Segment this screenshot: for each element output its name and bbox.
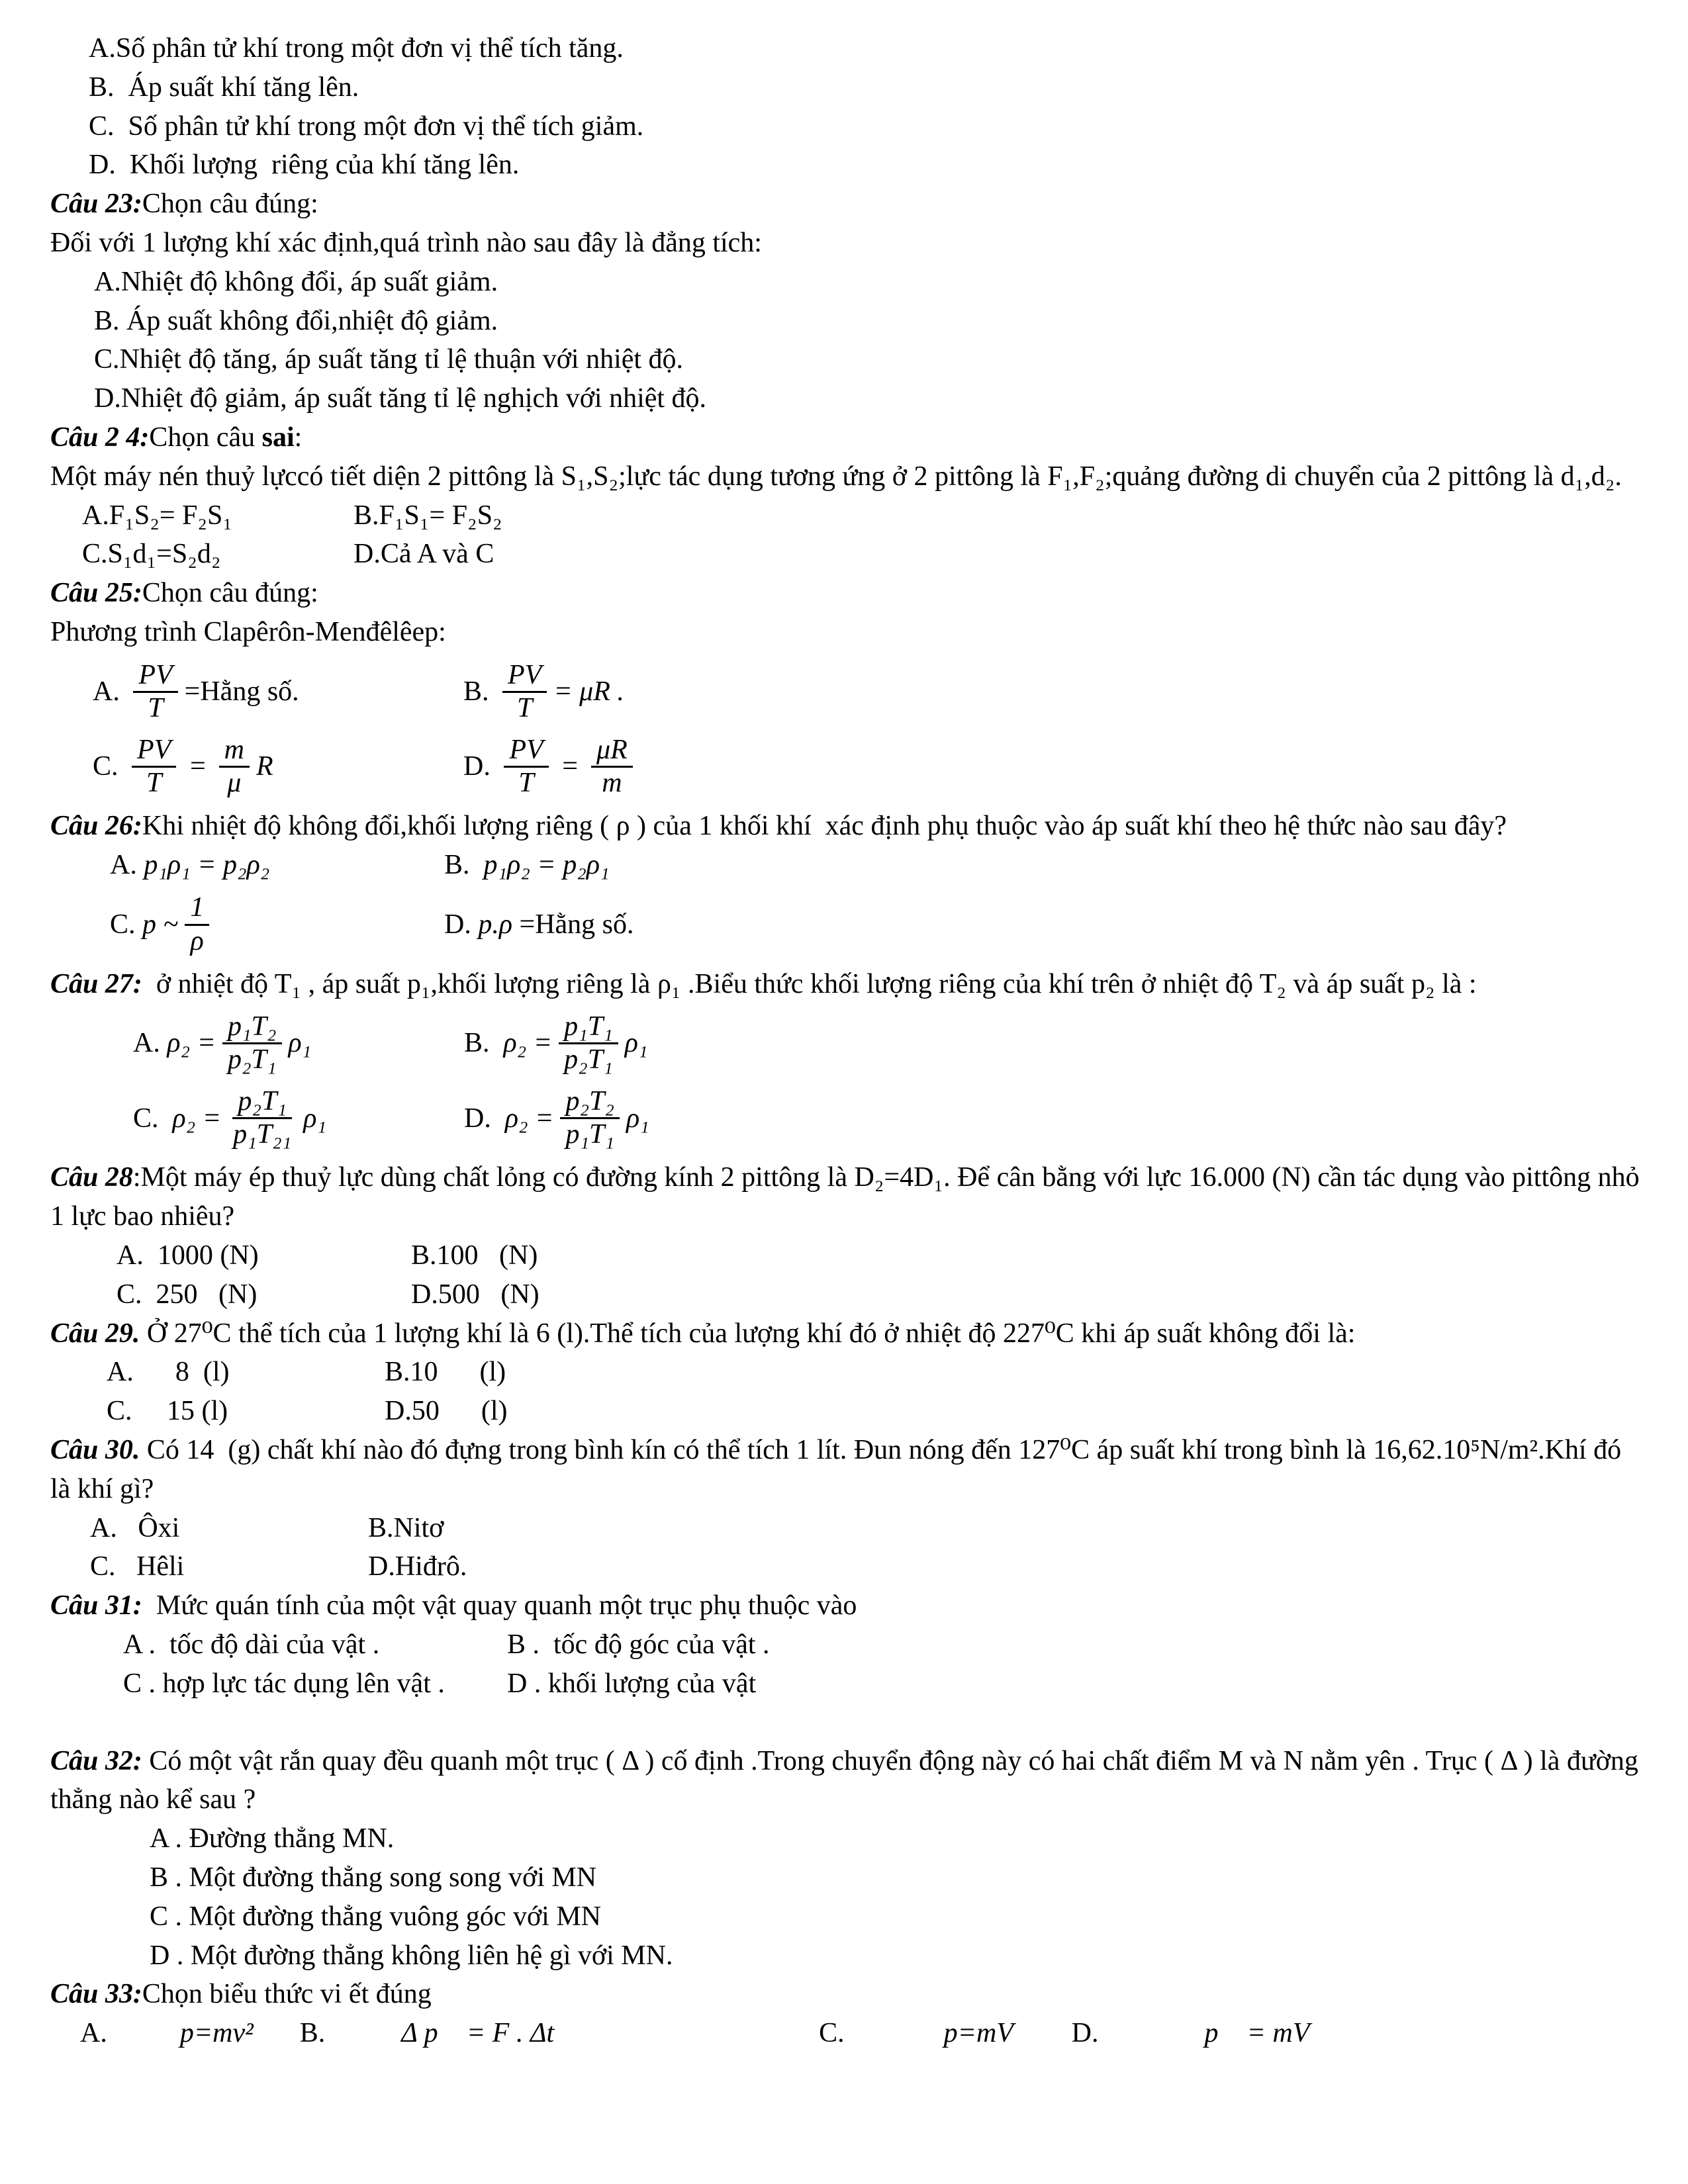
fraction — [219, 735, 250, 799]
fraction-denominator: p₂T₁ — [564, 1044, 613, 1075]
pre-option-d: D. Khối lượng riêng của khí tăng lên. — [89, 150, 520, 181]
fraction — [502, 660, 547, 724]
fraction-numerator: PV — [133, 660, 177, 693]
fraction — [132, 735, 176, 799]
fraction-numerator: PV — [504, 735, 548, 768]
option-letter: A. — [133, 1028, 167, 1059]
fraction-denominator: ρ — [190, 925, 204, 956]
q28-options-row-1 — [117, 1236, 1642, 1275]
q26-label: Câu 26: — [50, 810, 142, 841]
option-letter: C. — [93, 751, 126, 782]
fraction — [222, 1011, 282, 1075]
q26-header — [50, 807, 1642, 846]
option-letter: D. — [464, 1103, 505, 1134]
option-formula: = μR . — [553, 676, 624, 707]
q25-option-c — [93, 732, 463, 801]
fraction-numerator: PV — [502, 660, 547, 693]
q29-header — [50, 1314, 1642, 1353]
q25-label: Câu 25: — [50, 578, 142, 609]
q27-option-b — [464, 1009, 647, 1078]
q25-options-row-1 — [93, 657, 1642, 727]
q24-label: Câu 2 4: — [50, 422, 150, 453]
option-letter: B. — [444, 849, 484, 880]
option-rhs: ρ₁ — [626, 1103, 649, 1134]
q24-option-b: B.F₁S₁= F₂S₂ — [353, 500, 502, 531]
equals-sign: = — [560, 751, 579, 782]
q27-option-c — [133, 1083, 464, 1153]
q29-stem: Ở 27⁰C thể tích của 1 lượng khí là 6 (l).Thể tích của lượng khí đó ở nhiệt độ 227⁰C khi áp suất không đổi là: — [140, 1318, 1356, 1349]
q29-option-a: A. 8 (l) — [107, 1357, 230, 1388]
q28-options-row-2 — [117, 1275, 1642, 1314]
q25-option-b — [463, 657, 624, 727]
fraction — [560, 1086, 620, 1150]
option-letter: A. — [80, 2018, 107, 2049]
q24-header — [50, 418, 1642, 457]
q29-options-row-2 — [107, 1392, 1642, 1431]
q30-option-b: B.Nitơ — [368, 1512, 444, 1543]
option-formula: p⃗ = mV⃗ — [1204, 2018, 1332, 2049]
fraction-numerator: p₁T₁ — [559, 1011, 618, 1044]
fraction — [591, 735, 633, 799]
q24-stem: Một máy nén thuỷ lựccó tiết diện 2 pittông là S₁,S₂;lực tác dụng tương ứng ở 2 pittông là F₁,F₂;quảng đường di chuyển của 2 pittông là d₁,d₂. — [50, 461, 1622, 492]
q26-options-row-1 — [110, 846, 1642, 885]
option-formula: p₁ρ₁ = p₂ρ₂ — [144, 849, 270, 880]
q24-intro-bold: sai — [261, 422, 295, 453]
option-letter: C. — [133, 1103, 173, 1134]
option-letter: D. — [463, 751, 498, 782]
option-formula: p₁ρ₂ = p₂ρ₁ — [483, 849, 610, 880]
q31-stem: Mức quán tính của một vật quay quanh một trục phụ thuộc vào — [142, 1590, 857, 1621]
blank-line — [50, 1704, 1642, 1742]
q31-option-d: D . khối lượng của vật — [507, 1668, 757, 1699]
fraction-denominator: T — [516, 692, 533, 723]
option-rhs: ρ₁ — [624, 1028, 648, 1059]
q31-header — [50, 1586, 1642, 1625]
q32-option-a: A . Đường thẳng MN. — [150, 1823, 395, 1854]
option-letter: B. — [463, 676, 496, 707]
option-letter: C. — [110, 909, 143, 940]
q24-options-row-2 — [82, 535, 1642, 574]
q27-option-a — [133, 1009, 464, 1078]
q28-stem: :Một máy ép thuỷ lực dùng chất lỏng có đường kính 2 pittông là D₂=4D₁. Để cân bằng với lực 16.000 (N) cần tác dụng vào pittông nhỏ 1 lực bao nhiêu? — [50, 1162, 1647, 1232]
option-lhs: ρ₂ = — [172, 1103, 222, 1134]
fraction-denominator: T — [148, 692, 164, 723]
q31-options-row-2 — [123, 1664, 1642, 1704]
q31-option-a: A . tốc độ dài của vật . — [123, 1629, 380, 1661]
q23-option-a: A.Nhiệt độ không đổi, áp suất giảm. — [94, 266, 498, 297]
option-formula: p=mV⃗ — [943, 2018, 1035, 2049]
q24-option-a: A.F₁S₂= F₂S₁ — [82, 500, 233, 531]
q32-option-d: D . Một đường thẳng không liên hệ gì với MN. — [150, 1940, 673, 1971]
q26-options-row-2 — [110, 889, 1642, 959]
option-rhs: ρ₁ — [303, 1103, 327, 1134]
option-lhs: ρ₂ = — [167, 1028, 216, 1059]
q28-option-c: C. 250 (N) — [117, 1279, 258, 1310]
pre-option-b: B. Áp suất khí tăng lên. — [89, 71, 359, 103]
q30-stem: Có 14 (g) chất khí nào đó đựng trong bình kín có thể tích 1 lít. Đun nóng đến 127⁰C áp suất khí trong bình là 16,62.10⁵N/m².Khí đó là khí gì? — [50, 1435, 1628, 1504]
q24-option-c: C.S₁d₁=S₂d₂ — [82, 539, 221, 570]
fraction-numerator: p₂T₂ — [560, 1086, 620, 1119]
q28-option-a: A. 1000 (N) — [117, 1240, 259, 1271]
q32-header — [50, 1742, 1646, 1820]
q29-option-b: B.10 (l) — [385, 1357, 506, 1388]
q30-header — [50, 1431, 1642, 1509]
q27-options-row-2 — [133, 1083, 1642, 1153]
q24-intro: Chọn câu — [149, 422, 262, 453]
q28-header — [50, 1158, 1647, 1236]
q23-intro: Chọn câu đúng: — [142, 189, 318, 220]
q28-option-d: D.500 (N) — [411, 1279, 539, 1310]
q26-option-c — [110, 889, 444, 959]
fraction-denominator: T — [146, 767, 162, 798]
q26-stem: Khi nhiệt độ không đổi,khối lượng riêng ( ρ ) của 1 khối khí xác định phụ thuộc vào áp suất khí theo hệ thức nào sau đây? — [142, 810, 1507, 841]
fraction-numerator: p₂T₁ — [232, 1086, 292, 1119]
option-formula: p.ρ — [478, 909, 513, 940]
option-formula: p=mv² — [179, 2018, 254, 2049]
fraction-denominator: p₁T₂₁ — [233, 1119, 292, 1150]
option-lhs: ρ₂ = — [503, 1028, 553, 1059]
q30-option-c: C. Hêli — [90, 1551, 185, 1582]
q30-options-row-2 — [90, 1547, 1642, 1586]
q29-option-c: C. 15 (l) — [107, 1396, 228, 1427]
q31-option-b: B . tốc độ góc của vật . — [507, 1629, 770, 1661]
q27-options-row-1 — [133, 1009, 1642, 1078]
option-formula: R — [256, 751, 273, 782]
q30-options-row-1 — [90, 1509, 1642, 1548]
pre-option-a: A.Số phân tử khí trong một đơn vị thể tích tăng. — [89, 33, 624, 64]
fraction-denominator: m — [602, 767, 622, 798]
q25-stem: Phương trình Clapêrôn-Menđêlêep: — [50, 616, 446, 647]
fraction — [504, 735, 548, 799]
option-text: =Hằng số. — [184, 676, 299, 707]
q32-option-c: C . Một đường thẳng vuông góc với MN — [150, 1901, 602, 1932]
q27-header — [50, 965, 1642, 1004]
option-lhs: ρ₂ = — [504, 1103, 554, 1134]
q32-stem: Có một vật rắn quay đều quanh một trục ( Δ ) cố định .Trong chuyển động này có hai chất điểm M và N nằm yên . Trục ( Δ ) là đường thẳng nào kể sau ? — [50, 1745, 1646, 1815]
q29-options-row-1 — [107, 1353, 1642, 1392]
q30-label: Câu 30. — [50, 1435, 140, 1466]
fraction-denominator: p₂T₁ — [227, 1044, 277, 1075]
option-letter: D. — [444, 909, 479, 940]
q30-option-d: D.Hiđrô. — [368, 1551, 467, 1582]
q26-option-a — [110, 846, 444, 885]
option-letter: C. — [819, 2018, 845, 2049]
option-letter: D. — [1071, 2018, 1099, 2049]
q30-option-a: A. Ôxi — [90, 1512, 180, 1543]
option-letter: B. — [464, 1028, 504, 1059]
equals-sign: = — [188, 751, 207, 782]
q31-label: Câu 31: — [50, 1590, 142, 1621]
fraction-denominator: T — [518, 767, 534, 798]
pre-option-c: C. Số phân tử khí trong một đơn vị thể tích giảm. — [89, 111, 644, 142]
q26-option-b — [444, 846, 610, 885]
option-letter: A. — [110, 849, 144, 880]
q25-header — [50, 574, 1642, 613]
q27-option-d — [464, 1083, 649, 1153]
q27-stem: ở nhiệt độ T₁ , áp suất p₁,khối lượng riêng là ρ₁ .Biểu thức khối lượng riêng của khí trên ở nhiệt độ T₂ và áp suất p₂ là : — [142, 968, 1477, 999]
q23-option-d: D.Nhiệt độ giảm, áp suất tăng tỉ lệ nghịch với nhiệt độ. — [94, 383, 707, 414]
fraction — [185, 892, 209, 956]
fraction — [228, 1086, 297, 1150]
q33-label: Câu 33: — [50, 1979, 142, 2010]
fraction-numerator: 1 — [185, 892, 209, 925]
fraction-numerator: PV — [132, 735, 176, 768]
option-letter: B. — [299, 2018, 326, 2049]
fraction-denominator: p₁T₁ — [565, 1119, 615, 1150]
q29-option-d: D.50 (l) — [385, 1396, 508, 1427]
q28-option-b: B.100 (N) — [411, 1240, 538, 1271]
option-rhs: ρ₁ — [288, 1028, 312, 1059]
q25-option-d — [463, 732, 639, 801]
fraction-numerator: p₁T₂ — [222, 1011, 282, 1044]
q25-intro: Chọn câu đúng: — [142, 578, 318, 609]
q23-header — [50, 185, 1642, 224]
q23-stem: Đối với 1 lượng khí xác định,quá trình nào sau đây là đẳng tích: — [50, 227, 762, 258]
fraction-denominator: μ — [227, 767, 242, 798]
fraction — [559, 1011, 618, 1075]
option-formula: Δ p⃗ = F . Δt — [401, 2018, 555, 2049]
q32-option-b: B . Một đường thẳng song song với MN — [150, 1862, 597, 1893]
option-text: =Hằng số. — [512, 909, 634, 940]
fraction-numerator: μR — [591, 735, 633, 768]
fraction — [133, 660, 177, 724]
q23-option-c: C.Nhiệt độ tăng, áp suất tăng tỉ lệ thuận với nhiệt độ. — [94, 344, 684, 375]
q29-label: Câu 29. — [50, 1318, 140, 1349]
q23-label: Câu 23: — [50, 189, 142, 220]
q26-option-d — [444, 905, 634, 944]
option-formula: p ~ — [142, 909, 179, 940]
q25-option-a — [93, 657, 463, 727]
q24-options-row-1 — [82, 496, 1642, 535]
q28-label: Câu 28 — [50, 1162, 133, 1193]
q24-option-d: D.Cả A và C — [353, 539, 494, 570]
q24-intro-colon: : — [294, 422, 303, 453]
q25-options-row-2 — [93, 732, 1642, 801]
q31-option-c: C . hợp lực tác dụng lên vật . — [123, 1668, 445, 1699]
fraction-numerator: m — [219, 735, 250, 768]
q32-label: Câu 32: — [50, 1745, 142, 1776]
q33-options-row — [80, 2014, 1642, 2053]
q31-options-row-1 — [123, 1625, 1642, 1664]
q27-label: Câu 27: — [50, 968, 142, 999]
q33-stem: Chọn biểu thức vi ết đúng — [142, 1979, 432, 2010]
q23-option-b: B. Áp suất không đổi,nhiệt độ giảm. — [94, 305, 498, 336]
option-letter: A. — [93, 676, 127, 707]
q33-header — [50, 1975, 1642, 2014]
